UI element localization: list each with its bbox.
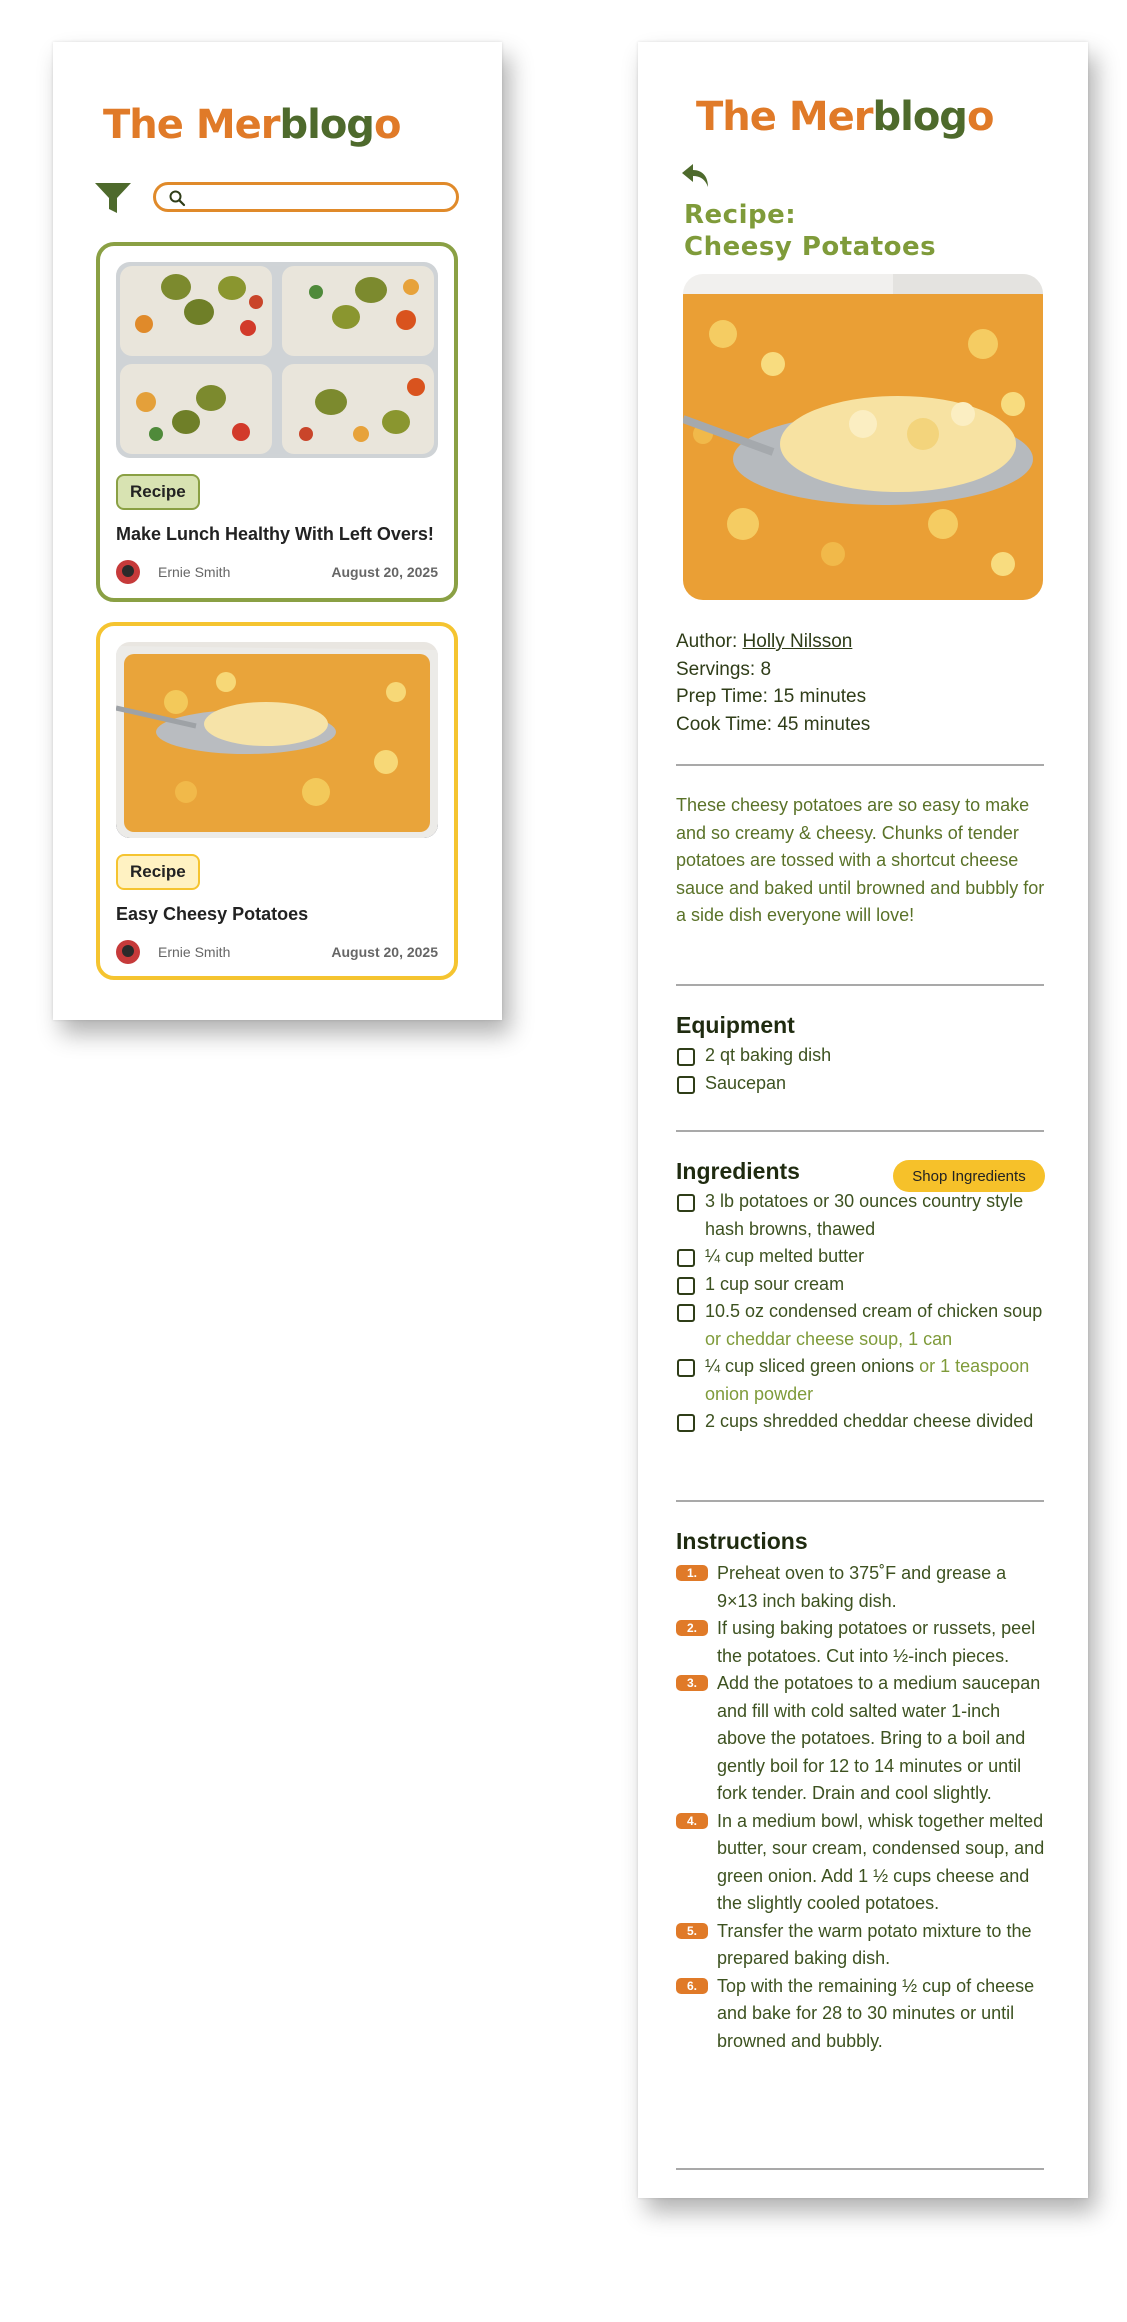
ingredient-note: or cheddar cheese soup, 1 can xyxy=(705,1328,953,1349)
divider xyxy=(676,984,1044,986)
instructions-list xyxy=(676,1560,1048,2055)
author-line: Author: Holly Nilsson xyxy=(676,631,853,652)
search-icon xyxy=(168,189,186,207)
post-author: Ernie Smith xyxy=(158,564,231,580)
ingredient-item[interactable]: 2 cups shredded cheddar cheese divided xyxy=(676,1408,1048,1436)
back-arrow-icon[interactable] xyxy=(680,162,712,190)
avatar xyxy=(116,560,140,584)
category-badge[interactable]: Recipe xyxy=(116,474,200,510)
step-number: 1. xyxy=(676,1565,708,1581)
ingredient-item[interactable]: 3 lb potatoes or 30 ounces country style hash browns, thawed xyxy=(676,1188,1048,1243)
instruction-step: 1. Preheat oven to 375˚F and grease a 9×13 inch baking dish. xyxy=(676,1560,1048,1615)
site-logo[interactable]: The Merblogo xyxy=(103,102,401,148)
ingredients-list xyxy=(676,1188,1048,1436)
ingredient-item[interactable]: ¼ cup sliced green onions or 1 teaspoon onion powder xyxy=(676,1353,1048,1408)
filter-icon[interactable] xyxy=(93,180,133,216)
step-number: 4. xyxy=(676,1813,708,1829)
divider xyxy=(676,2168,1044,2170)
step-number: 5. xyxy=(676,1923,708,1939)
recipe-hero-image xyxy=(683,274,1043,600)
site-logo[interactable]: The Merblogo xyxy=(696,94,994,140)
checkbox-icon[interactable] xyxy=(677,1048,695,1066)
ingredients-heading: Ingredients xyxy=(676,1158,800,1184)
checkbox-icon[interactable] xyxy=(677,1076,695,1094)
divider xyxy=(676,1500,1044,1502)
post-thumbnail-cheesy-potatoes xyxy=(116,642,438,838)
post-author: Ernie Smith xyxy=(158,944,231,960)
servings: Servings: 8 xyxy=(676,658,772,680)
recipe-detail-screen xyxy=(638,42,1088,2198)
instruction-step: 4. In a medium bowl, whisk together melted butter, sour cream, condensed soup, and green onion. Add 1 ½ cups cheese and the slightly cooled potatoes. xyxy=(676,1808,1048,1918)
instruction-step: 2. If using baking potatoes or russets, peel the potatoes. Cut into ½-inch pieces. xyxy=(676,1615,1048,1670)
checkbox-icon[interactable] xyxy=(677,1359,695,1377)
instruction-step: 5. Transfer the warm potato mixture to the prepared baking dish. xyxy=(676,1918,1048,1973)
instruction-step: 3. Add the potatoes to a medium saucepan and fill with cold salted water 1-inch above the potatoes. Bring to a boil and gently boil for 12 to 14 minutes or until fork tender. Drain and cool slightly. xyxy=(676,1670,1048,1808)
divider xyxy=(676,764,1044,766)
step-number: 6. xyxy=(676,1978,708,1994)
cook-time: Cook Time: 45 minutes xyxy=(676,713,871,735)
recipe-meta xyxy=(676,628,870,738)
shop-ingredients-button[interactable]: Shop Ingredients xyxy=(893,1160,1045,1192)
search-bar[interactable] xyxy=(153,182,459,212)
step-number: 2. xyxy=(676,1620,708,1636)
checkbox-icon[interactable] xyxy=(677,1249,695,1267)
post-date: August 20, 2025 xyxy=(331,944,438,960)
ingredient-item[interactable]: 10.5 oz condensed cream of chicken soup or cheddar cheese soup, 1 can xyxy=(676,1298,1048,1353)
step-number: 3. xyxy=(676,1675,708,1691)
checkbox-icon[interactable] xyxy=(677,1304,695,1322)
instructions-heading: Instructions xyxy=(676,1528,808,1554)
checkbox-icon[interactable] xyxy=(677,1194,695,1212)
blog-list-screen xyxy=(53,42,502,1020)
author-link[interactable]: Holly Nilsson xyxy=(742,631,853,652)
checkbox-icon[interactable] xyxy=(677,1414,695,1432)
avatar xyxy=(116,940,140,964)
post-card[interactable] xyxy=(96,242,458,602)
ingredient-item[interactable]: 1 cup sour cream xyxy=(676,1271,1048,1299)
prep-time: Prep Time: 15 minutes xyxy=(676,686,867,707)
instruction-step: 6. Top with the remaining ½ cup of cheese and bake for 28 to 30 minutes or until browned and bubbly. xyxy=(676,1973,1048,2056)
ingredient-note: or 1 teaspoon onion powder xyxy=(705,1356,1030,1404)
equipment-list xyxy=(676,1042,1048,1097)
checkbox-icon[interactable] xyxy=(677,1277,695,1295)
post-title[interactable]: Make Lunch Healthy With Left Overs! xyxy=(116,524,434,544)
post-card[interactable] xyxy=(96,622,458,980)
search-input[interactable] xyxy=(194,187,448,209)
category-badge[interactable]: Recipe xyxy=(116,854,200,890)
ingredient-item[interactable]: ¼ cup melted butter xyxy=(676,1243,1048,1271)
equipment-heading: Equipment xyxy=(676,1012,795,1038)
recipe-title: Cheesy Potatoes xyxy=(684,232,937,262)
divider xyxy=(676,1130,1044,1132)
equipment-item[interactable]: 2 qt baking dish xyxy=(676,1042,1048,1070)
post-date: August 20, 2025 xyxy=(331,564,438,580)
post-thumbnail-meal-prep xyxy=(116,262,438,458)
recipe-title-label: Recipe: xyxy=(684,200,797,230)
equipment-item[interactable]: Saucepan xyxy=(676,1070,1048,1098)
recipe-description: These cheesy potatoes are so easy to make and so creamy & cheesy. Chunks of tender potatoes are tossed with a shortcut cheese sauce and baked until browned and bubbly for a side dish everyone will love! xyxy=(676,795,1045,925)
post-title[interactable]: Easy Cheesy Potatoes xyxy=(116,904,309,924)
